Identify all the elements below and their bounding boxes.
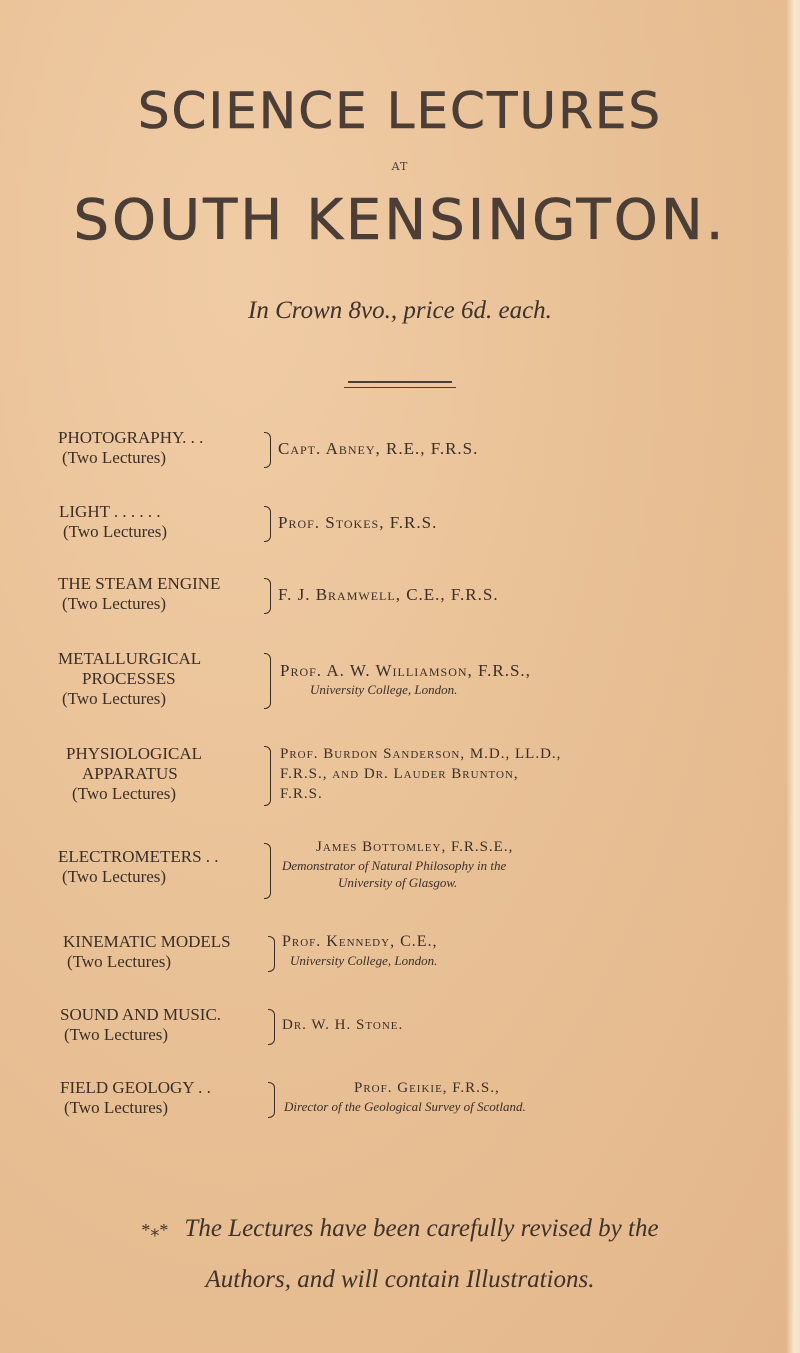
affiliation: Demonstrator of Natural Philosophy in the <box>282 858 507 873</box>
lecturer: James Bottomley, F.R.S.E., <box>316 839 514 855</box>
subject-line: PHYSIOLOGICAL <box>66 744 202 763</box>
subject-line: APPARATUS <box>82 764 178 783</box>
subject-line: (Two Lectures) <box>72 784 177 803</box>
lecturer-line: F.R.S. <box>280 786 323 802</box>
divider-rule-thin <box>344 387 456 388</box>
lecturer-line: F.R.S., and Dr. Lauder Brunton, <box>280 766 519 782</box>
affiliation: University College, London. <box>290 953 438 968</box>
lecture-subject <box>66 744 202 804</box>
lecturer: Dr. W. H. Stone. <box>282 1017 404 1033</box>
lecturer-block <box>280 661 531 698</box>
subject-line: PHOTOGRAPHY. . . <box>58 428 204 447</box>
divider-rule <box>348 381 452 383</box>
asterism-icon: *⁎* <box>141 1220 169 1240</box>
subject-line: (Two Lectures) <box>62 594 167 613</box>
subject-line: (Two Lectures) <box>67 952 172 971</box>
brace <box>268 936 275 972</box>
title-line-1: SCIENCE LECTURES <box>137 82 663 140</box>
lecture-subject <box>63 932 231 972</box>
lecturer: Prof. Kennedy, C.E., <box>282 933 438 950</box>
lecturer-block <box>284 1078 526 1115</box>
lecture-subject <box>56 649 276 709</box>
footer-note-line-2: Authors, and will contain Illustrations. <box>205 1266 595 1293</box>
subject-line: SOUND AND MUSIC. <box>60 1005 222 1024</box>
affiliation: Director of the Geological Survey of Scotland. <box>284 1099 526 1114</box>
subject-line: (Two Lectures) <box>62 867 167 886</box>
lecturer: Prof. Stokes, F.R.S. <box>278 513 438 532</box>
lecture-subject <box>59 502 167 542</box>
brace <box>268 1082 275 1118</box>
lecturer-block <box>282 932 438 969</box>
lecture-subject <box>58 837 219 887</box>
lecturer-block <box>282 837 513 891</box>
subject-line: FIELD GEOLOGY . . <box>60 1078 211 1097</box>
title-line-2: SOUTH KENSINGTON. <box>73 188 727 253</box>
lecturer: Capt. Abney, R.E., F.R.S. <box>278 439 479 458</box>
subject-line: ELECTROMETERS . . <box>58 847 219 866</box>
lecturer-block <box>280 744 561 804</box>
footer-text: The Lectures have been carefully revised by the <box>184 1215 659 1242</box>
subject-line: (Two Lectures) <box>62 448 167 467</box>
subject-line: (Two Lectures) <box>63 522 168 541</box>
brace <box>264 506 271 542</box>
subject-line: (Two Lectures) <box>64 1025 169 1044</box>
lecturer: Prof. A. W. Williamson, F.R.S., <box>280 661 531 680</box>
lecture-subject <box>60 1078 211 1118</box>
brace <box>264 843 271 899</box>
lecture-subject <box>60 1005 221 1045</box>
subject-line: KINEMATIC MODELS <box>63 932 231 951</box>
brace <box>264 746 271 806</box>
lecture-subject <box>58 574 220 614</box>
brace <box>264 578 271 614</box>
brace <box>268 1009 275 1045</box>
subject-line: (Two Lectures) <box>62 689 167 708</box>
lecturer: Prof. Geikie, F.R.S., <box>354 1080 500 1096</box>
lecturer: F. J. Bramwell, C.E., F.R.S. <box>278 585 499 604</box>
price-subtitle: In Crown 8vo., price 6d. each. <box>248 297 552 324</box>
affiliation: University College, London. <box>310 682 458 697</box>
subject-line: METALLURGICAL <box>58 649 202 668</box>
subject-line: LIGHT . . . . . . <box>59 502 161 521</box>
lecturer-line: Prof. Burdon Sanderson, M.D., LL.D., <box>280 746 562 762</box>
title-connector: AT <box>391 160 409 173</box>
subject-line: THE STEAM ENGINE <box>58 574 221 593</box>
footer-note-line-1 <box>0 1215 800 1243</box>
subject-line: (Two Lectures) <box>64 1098 169 1117</box>
affiliation: University of Glasgow. <box>338 875 458 890</box>
lecture-subject <box>58 428 203 468</box>
brace <box>264 653 271 709</box>
brace <box>264 432 271 468</box>
subject-line: PROCESSES <box>82 669 176 688</box>
